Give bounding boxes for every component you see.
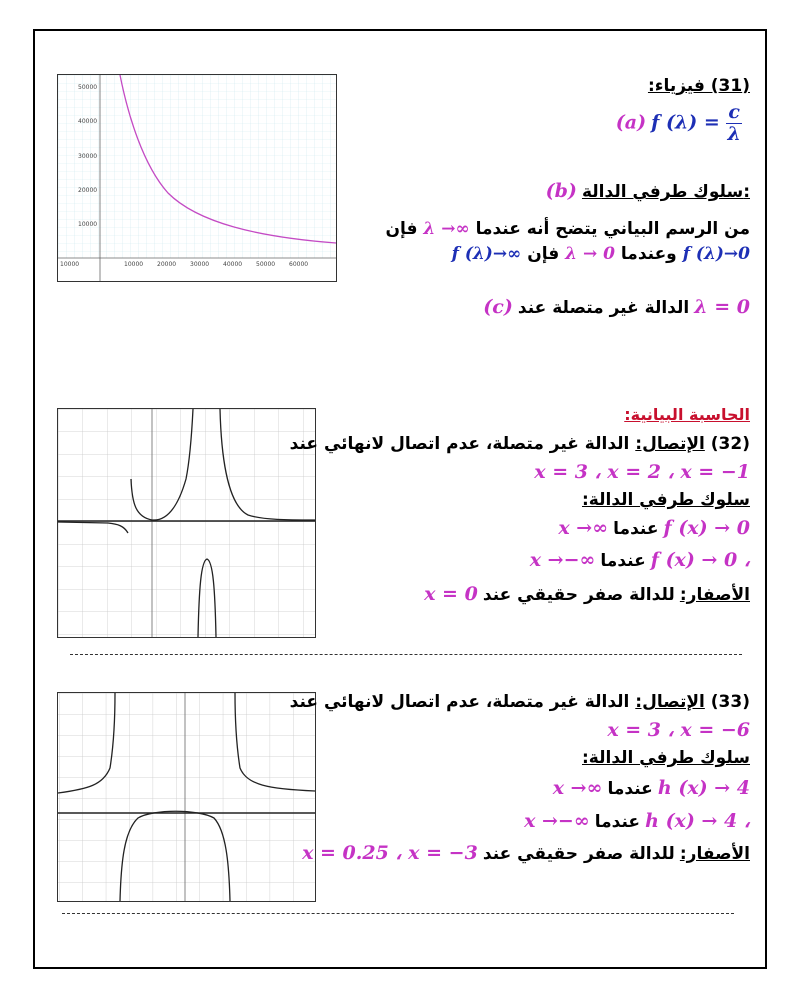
p33-continuity-label: الإتصال: [635,692,705,712]
p31-b-f-inf: f (λ)→∞ [451,244,522,264]
p31-b-lambda-inf: λ →∞ [423,219,470,239]
x-tick: 10000 [124,261,144,268]
p32-zeros-line [424,583,750,605]
p32-e2-lhs: f (x) → 0 ، [650,549,750,571]
p33-zeros-label: الأصفار: [679,844,750,864]
x-tick: 20000 [157,261,177,268]
p31-b-title: سلوك طرفي الدالة: [581,182,750,202]
p31-a-num: c [728,101,740,123]
p33-e1-lhs: h (x) → 4 [657,777,750,799]
graph-31-svg [58,75,336,281]
p31-c-text: الدالة غير متصلة عند [517,298,690,318]
y-tick: 10000 [78,221,98,228]
p32-end-title: سلوك طرفي الدالة: [582,490,750,510]
x-tick: 50000 [256,261,276,268]
p31-b-and-when: وعندما [620,244,677,264]
y-tick: 30000 [78,153,98,160]
p31-c-label: (c) [483,296,513,318]
y-tick: 50000 [78,84,98,91]
p32-continuity-text: الدالة غير متصلة، عدم اتصال لانهائي عند [289,434,630,454]
x-tick: 30000 [190,261,210,268]
p31-b-f-to0: f (λ)→0 [682,244,750,264]
p33-e2-lhs: h (x) → 4 ، [645,810,750,832]
p32-continuity-label: الإتصال: [635,434,705,454]
p33-zeros-text: للدالة صفر حقيقي عند [482,844,675,864]
p31-a-den: λ [727,123,741,145]
p31-a-formula-lhs: f (λ) = [651,111,720,134]
p31-b-text1: من الرسم البياني يتضح أنه عندما [475,219,750,239]
x-tick: 10000 [60,261,80,268]
p31-b-text-line2 [452,244,750,264]
p32-zeros-math: x = 0 [424,583,478,605]
p31-c-math: λ = 0 [694,296,750,318]
p32-end-line1 [558,517,750,539]
p31-b-line [546,180,750,202]
p31-a-fraction [726,103,742,144]
p31-b-label: (b) [545,180,577,202]
p33-end-line2 [524,810,750,832]
p32-e1-when: عندما [613,519,659,539]
p31-a-line [616,103,750,144]
p33-number: (33) [710,692,750,712]
graph-32 [57,408,316,638]
p32-end-line2 [530,549,750,571]
p31-a-formula [651,103,742,144]
p32-calc-title: الحاسبة البيانية: [624,405,750,424]
p32-e2-when: عندما [600,551,646,571]
p33-continuity-line [290,692,750,712]
p33-end-title: سلوك طرفي الدالة: [582,748,750,768]
p33-continuity-text: الدالة غير متصلة، عدم اتصال لانهائي عند [289,692,630,712]
divider [70,654,742,655]
p31-a-label: (a) [615,111,647,134]
p33-e1-rhs: x →∞ [552,777,603,799]
p32-number: (32) [710,434,750,454]
p31-b-lambda-0: λ → 0 [565,244,615,264]
p33-zeros-math: x = 0.25 ، x = −3 [302,842,478,864]
p33-discontinuities: x = 3 ، x = −6 [607,719,750,741]
graph-32-svg [58,409,315,637]
x-tick: 40000 [223,261,243,268]
graph-33-svg [58,693,315,901]
p33-end-line1 [553,777,750,799]
p32-e2-rhs: x →−∞ [529,549,596,571]
p33-zeros-line [302,842,750,864]
p32-continuity-line [290,434,750,454]
p31-c-line [483,296,750,318]
p33-e2-when: عندما [594,812,641,832]
p31-heading: (31) فيزياء: [647,76,750,96]
y-tick: 20000 [78,187,98,194]
p32-zeros-text: للدالة صفر حقيقي عند [482,585,675,605]
graph-33 [57,692,316,902]
divider [62,913,734,914]
graph-31 [57,74,337,282]
p32-e1-rhs: x →∞ [558,517,609,539]
x-tick: 60000 [289,261,309,268]
p32-e1-lhs: f (x) → 0 [663,517,750,539]
y-tick: 40000 [78,118,98,125]
p32-discontinuities: x = 3 ، x = 2 ، x = −1 [534,461,750,483]
p31-b-text-line1 [385,219,750,239]
p33-e2-rhs: x →−∞ [524,810,590,832]
p32-zeros-label: الأصفار: [679,585,750,605]
p31-b-then: فإن [385,219,418,239]
p33-e1-when: عندما [607,779,653,799]
p31-b-then2: فإن [527,244,560,264]
